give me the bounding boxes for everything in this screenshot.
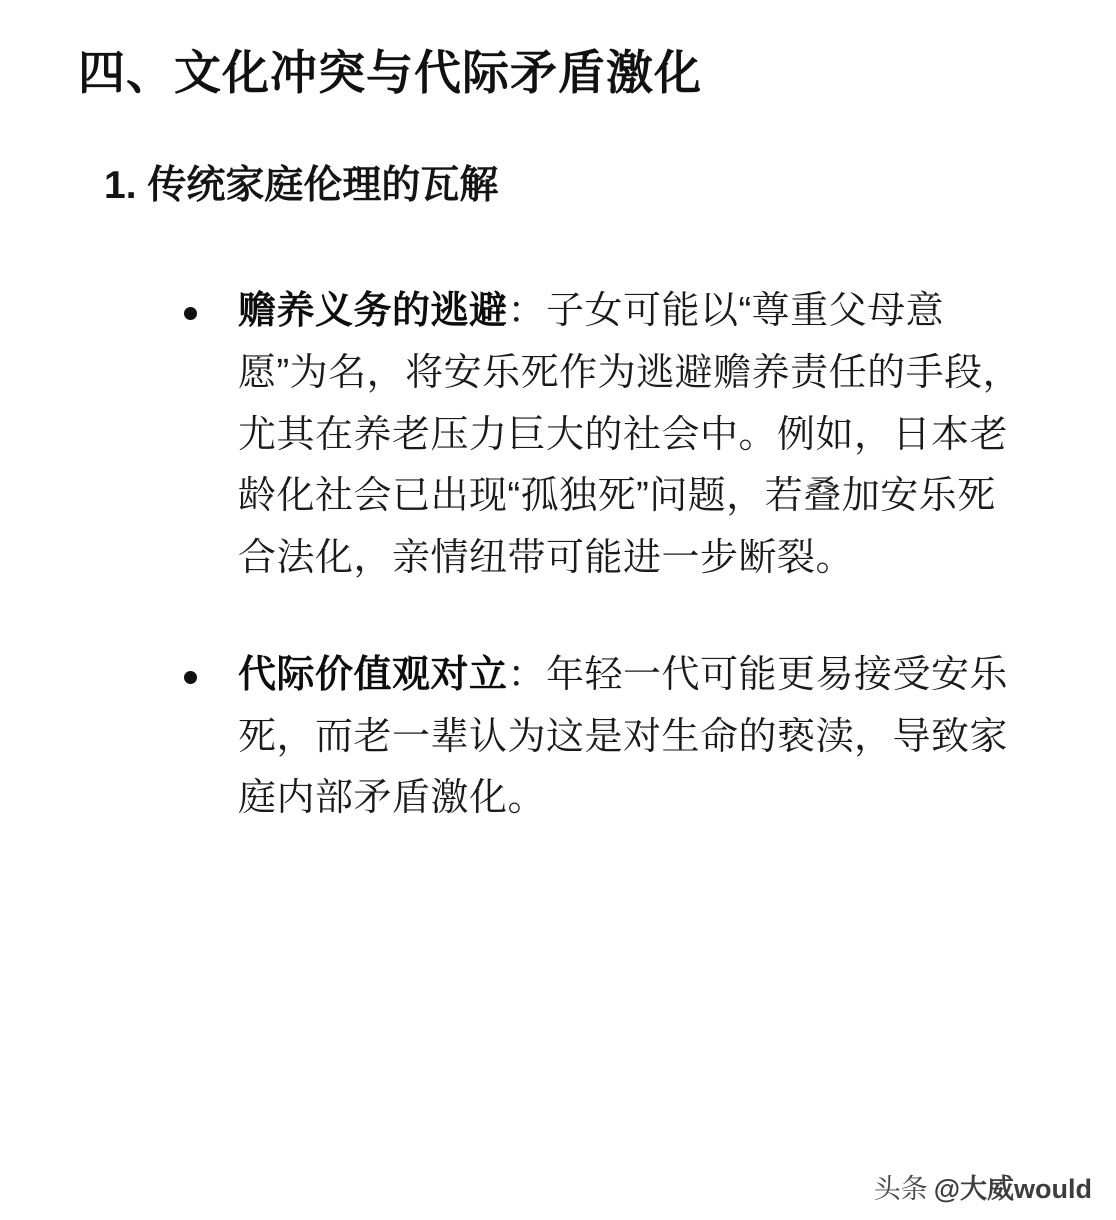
author-handle: @大威would <box>933 1174 1092 1204</box>
section-heading: 四、文化冲突与代际矛盾激化 <box>78 46 702 99</box>
platform-label: 头条 <box>873 1174 928 1204</box>
list-item <box>0 645 1116 830</box>
bullet-separator: ： <box>507 290 547 333</box>
bullet-term: 代际价值观对立 <box>238 654 508 697</box>
subsection-heading: 1. 传统家庭伦理的瓦解 <box>104 163 499 207</box>
bullet-body: 子女可能以“尊重父母意愿”为名，将安乐死作为逃避赡养责任的手段，尤其在养老压力巨大的社会中。例如，日本老龄化社会已出现“孤独死”问题，若叠加安乐死合法化，亲情纽带可能进一步断裂。 <box>238 290 1022 579</box>
bullet-dot-icon <box>184 671 197 684</box>
list-item <box>0 281 1116 589</box>
bullet-body: 年轻一代可能更易接受安乐死，而老一辈认为这是对生命的亵渎，导致家庭内部矛盾激化。 <box>238 654 1009 820</box>
bullet-separator: ： <box>507 654 547 697</box>
bullet-content <box>238 281 1034 589</box>
bullet-dot-icon <box>184 307 197 320</box>
bullet-content <box>238 645 1034 830</box>
bullet-list <box>0 281 1116 829</box>
watermark <box>874 1167 1092 1206</box>
bullet-term: 赡养义务的逃避 <box>238 290 508 333</box>
